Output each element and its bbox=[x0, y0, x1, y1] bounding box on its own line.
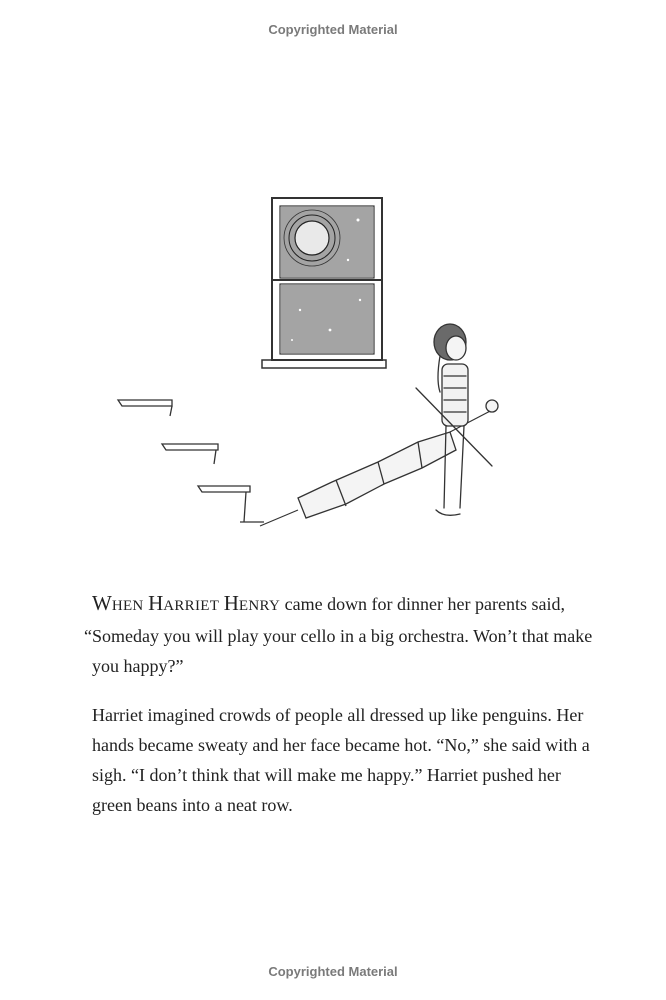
paragraph-2 bbox=[92, 700, 590, 820]
small-caps-enry: ENRY bbox=[238, 598, 281, 614]
paragraph-1-line-3: you happy?” bbox=[92, 656, 184, 676]
small-caps-hen: HEN bbox=[111, 598, 144, 614]
small-caps-h2: H bbox=[223, 591, 239, 615]
paragraph-2-line-3: sigh. “I don’t think that will make me happy.” Harriet pushed her bbox=[92, 765, 561, 785]
paragraph-2-line-1: Harriet imagined crowds of people all dressed up like penguins. Her bbox=[92, 705, 584, 725]
small-caps-h1: H bbox=[148, 591, 164, 615]
paragraph-2-line-4: green beans into a neat row. bbox=[92, 795, 293, 815]
footer-copyright: Copyrighted Material bbox=[268, 964, 398, 979]
line-1-rest: came down for dinner her parents said, bbox=[280, 594, 565, 614]
small-caps-arriet: ARRIET bbox=[163, 598, 220, 614]
header-copyright: Copyrighted Material bbox=[268, 22, 398, 37]
paragraph-1 bbox=[84, 588, 593, 681]
girl-pulling-cello-case-illustration bbox=[100, 180, 540, 560]
small-caps-w: W bbox=[92, 591, 112, 615]
paragraph-1-line-2: “Someday you will play your cello in a big orchestra. Won’t that make bbox=[84, 626, 593, 646]
paragraph-2-line-2: hands became sweaty and her face became hot. “No,” she said with a bbox=[92, 735, 590, 755]
paragraph-1-line-1 bbox=[92, 588, 572, 621]
